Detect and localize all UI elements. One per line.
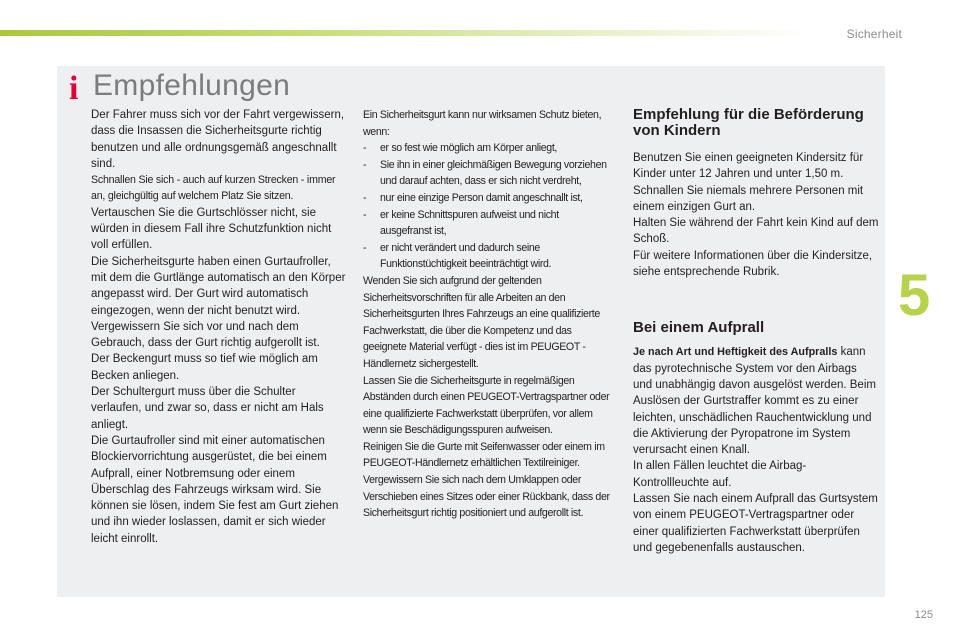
list-item: - Sie ihn in einer gleichmäßigen Bewegung vorziehen und darauf achten, dass er sich nicht verdreht, <box>363 157 611 190</box>
list-item: - er nicht verändert und dadurch seine Funktionstüchtigkeit beeinträchtigt wird. <box>363 240 611 273</box>
paragraph: Vergewissern Sie sich nach dem Umklappen oder Verschieben eines Sitzes oder einer Rückbank, dass der Sicherheitsgurt richtig positioniert und aufgerollt ist. <box>363 474 610 520</box>
column-right <box>633 107 879 556</box>
lead-text: Je nach Art und Heftigkeit des Aufpralls <box>633 346 838 359</box>
chapter-number: 5 <box>898 263 931 328</box>
section-title: Sicherheit <box>846 27 902 41</box>
paragraph: Der Beckengurt muss so tief wie möglich am Becken anliegen. <box>91 353 318 382</box>
paragraph: Der Schultergurt muss über die Schulter verlaufen, und zwar so, dass er nicht am Hals anliegt. <box>91 386 324 431</box>
list-item: - er keine Schnittspuren aufweist und nicht ausgefranst ist, <box>363 207 611 240</box>
header-accent-bar <box>0 30 810 36</box>
heading-impact: Bei einem Aufprall <box>633 319 765 337</box>
paragraph: Vertauschen Sie die Gurtschlösser nicht, sie würden in diesem Fall ihre Schutzfunktion nicht voll erfüllen. <box>91 206 332 252</box>
paragraph: Der Fahrer muss sich vor der Fahrt vergewissern, dass die Insassen die Sicherheitsgurte richtig benutzen und alle ordnungsgemäß angeschnallt sind. <box>91 109 345 170</box>
paragraph: Lassen Sie die Sicherheitsgurte in regelmäßigen Abständen durch einen PEUGEOT-Vertragspartner oder eine qualifizierte Fachwerkstatt überprüfen, vor allem wenn sie Beschädigungsspuren aufweisen. <box>363 374 610 437</box>
column-middle <box>363 107 611 522</box>
paragraph: Die Sicherheitsgurte haben einen Gurtaufroller, mit dem die Gurtlänge automatisch an den Körper angepasst wird. Der Gurt wird automatisch eingezogen, wenn der nicht benutzt wird. <box>91 255 346 317</box>
page-number: 125 <box>914 609 933 621</box>
panel-title: Empfehlungen <box>93 69 291 102</box>
info-icon: i <box>69 70 79 107</box>
body-text: kann das pyrotechnische System vor den Airbags und unabhängig davon ausgelöst werden. Beim Auslösen der Gurtstraffer kommt es zu einer leichten, unschädlichen Rauchentwicklung und die Aktivierung der Pyropatrone im System verursacht einen Knall. <box>633 346 876 457</box>
list-item: - nur eine einzige Person damit angeschnallt ist, <box>363 190 611 207</box>
paragraph <box>633 344 879 458</box>
paragraph: Schnallen Sie niemals mehrere Personen mit einem einzigen Gurt an. <box>633 184 864 213</box>
paragraph: Schnallen Sie sich - auch auf kurzen Strecken - immer an, gleichgültig auf welchem Platz Sie sitzen. <box>91 174 336 203</box>
paragraph: Ein Sicherheitsgurt kann nur wirksamen Schutz bieten, wenn: <box>363 109 602 138</box>
paragraph: Die Gurtaufroller sind mit einer automatischen Blockiervorrichtung ausgerüstet, die bei einem Aufprall, einer Notbremsung oder einem Überschlag des Fahrzeugs wirksam wird. Sie können sie lösen, indem Sie fest am Gurt ziehen und ihn wieder loslassen, damit er sich wieder leicht einrollt. <box>91 434 339 545</box>
column-left <box>91 107 349 547</box>
paragraph: Wenden Sie sich aufgrund der geltenden Sicherheitsvorschriften für alle Arbeiten an den Sicherheitsgurten Ihres Fahrzeugs an eine qualifizierte Fachwerkstatt, die über die Kompetenz und das geeignete Material verfügt - dies ist im PEUGEOT -Händlernetz sichergestellt. <box>363 274 600 370</box>
paragraph: Reinigen Sie die Gurte mit Seifenwasser oder einem im PEUGEOT-Händlernetz erhältlichen Textilreiniger. <box>363 440 605 470</box>
paragraph: Vergewissern Sie sich vor und nach dem Gebrauch, dass der Gurt richtig aufgerollt ist. <box>91 320 320 350</box>
paragraph: Lassen Sie nach einem Aufprall das Gurtsystem von einem PEUGEOT-Vertragspartner oder einer qualifizierten Fachwerkstatt überprüfen und gegebenenfalls austauschen. <box>633 493 878 554</box>
paragraph: Für weitere Informationen über die Kindersitze, siehe entsprechende Rubrik. <box>633 249 873 279</box>
paragraph: Halten Sie während der Fahrt kein Kind auf dem Schoß. <box>633 217 879 246</box>
condition-list <box>363 140 611 273</box>
heading-child-transport: Empfehlung für die Beförderung von Kindern <box>633 106 864 139</box>
paragraph: Benutzen Sie einen geeigneten Kindersitz für Kinder unter 12 Jahren und unter 1,50 m. <box>633 152 864 181</box>
list-item: - er so fest wie möglich am Körper anliegt, <box>363 140 611 157</box>
paragraph: In allen Fällen leuchtet die Airbag-Kontrollleuchte auf. <box>633 460 807 489</box>
